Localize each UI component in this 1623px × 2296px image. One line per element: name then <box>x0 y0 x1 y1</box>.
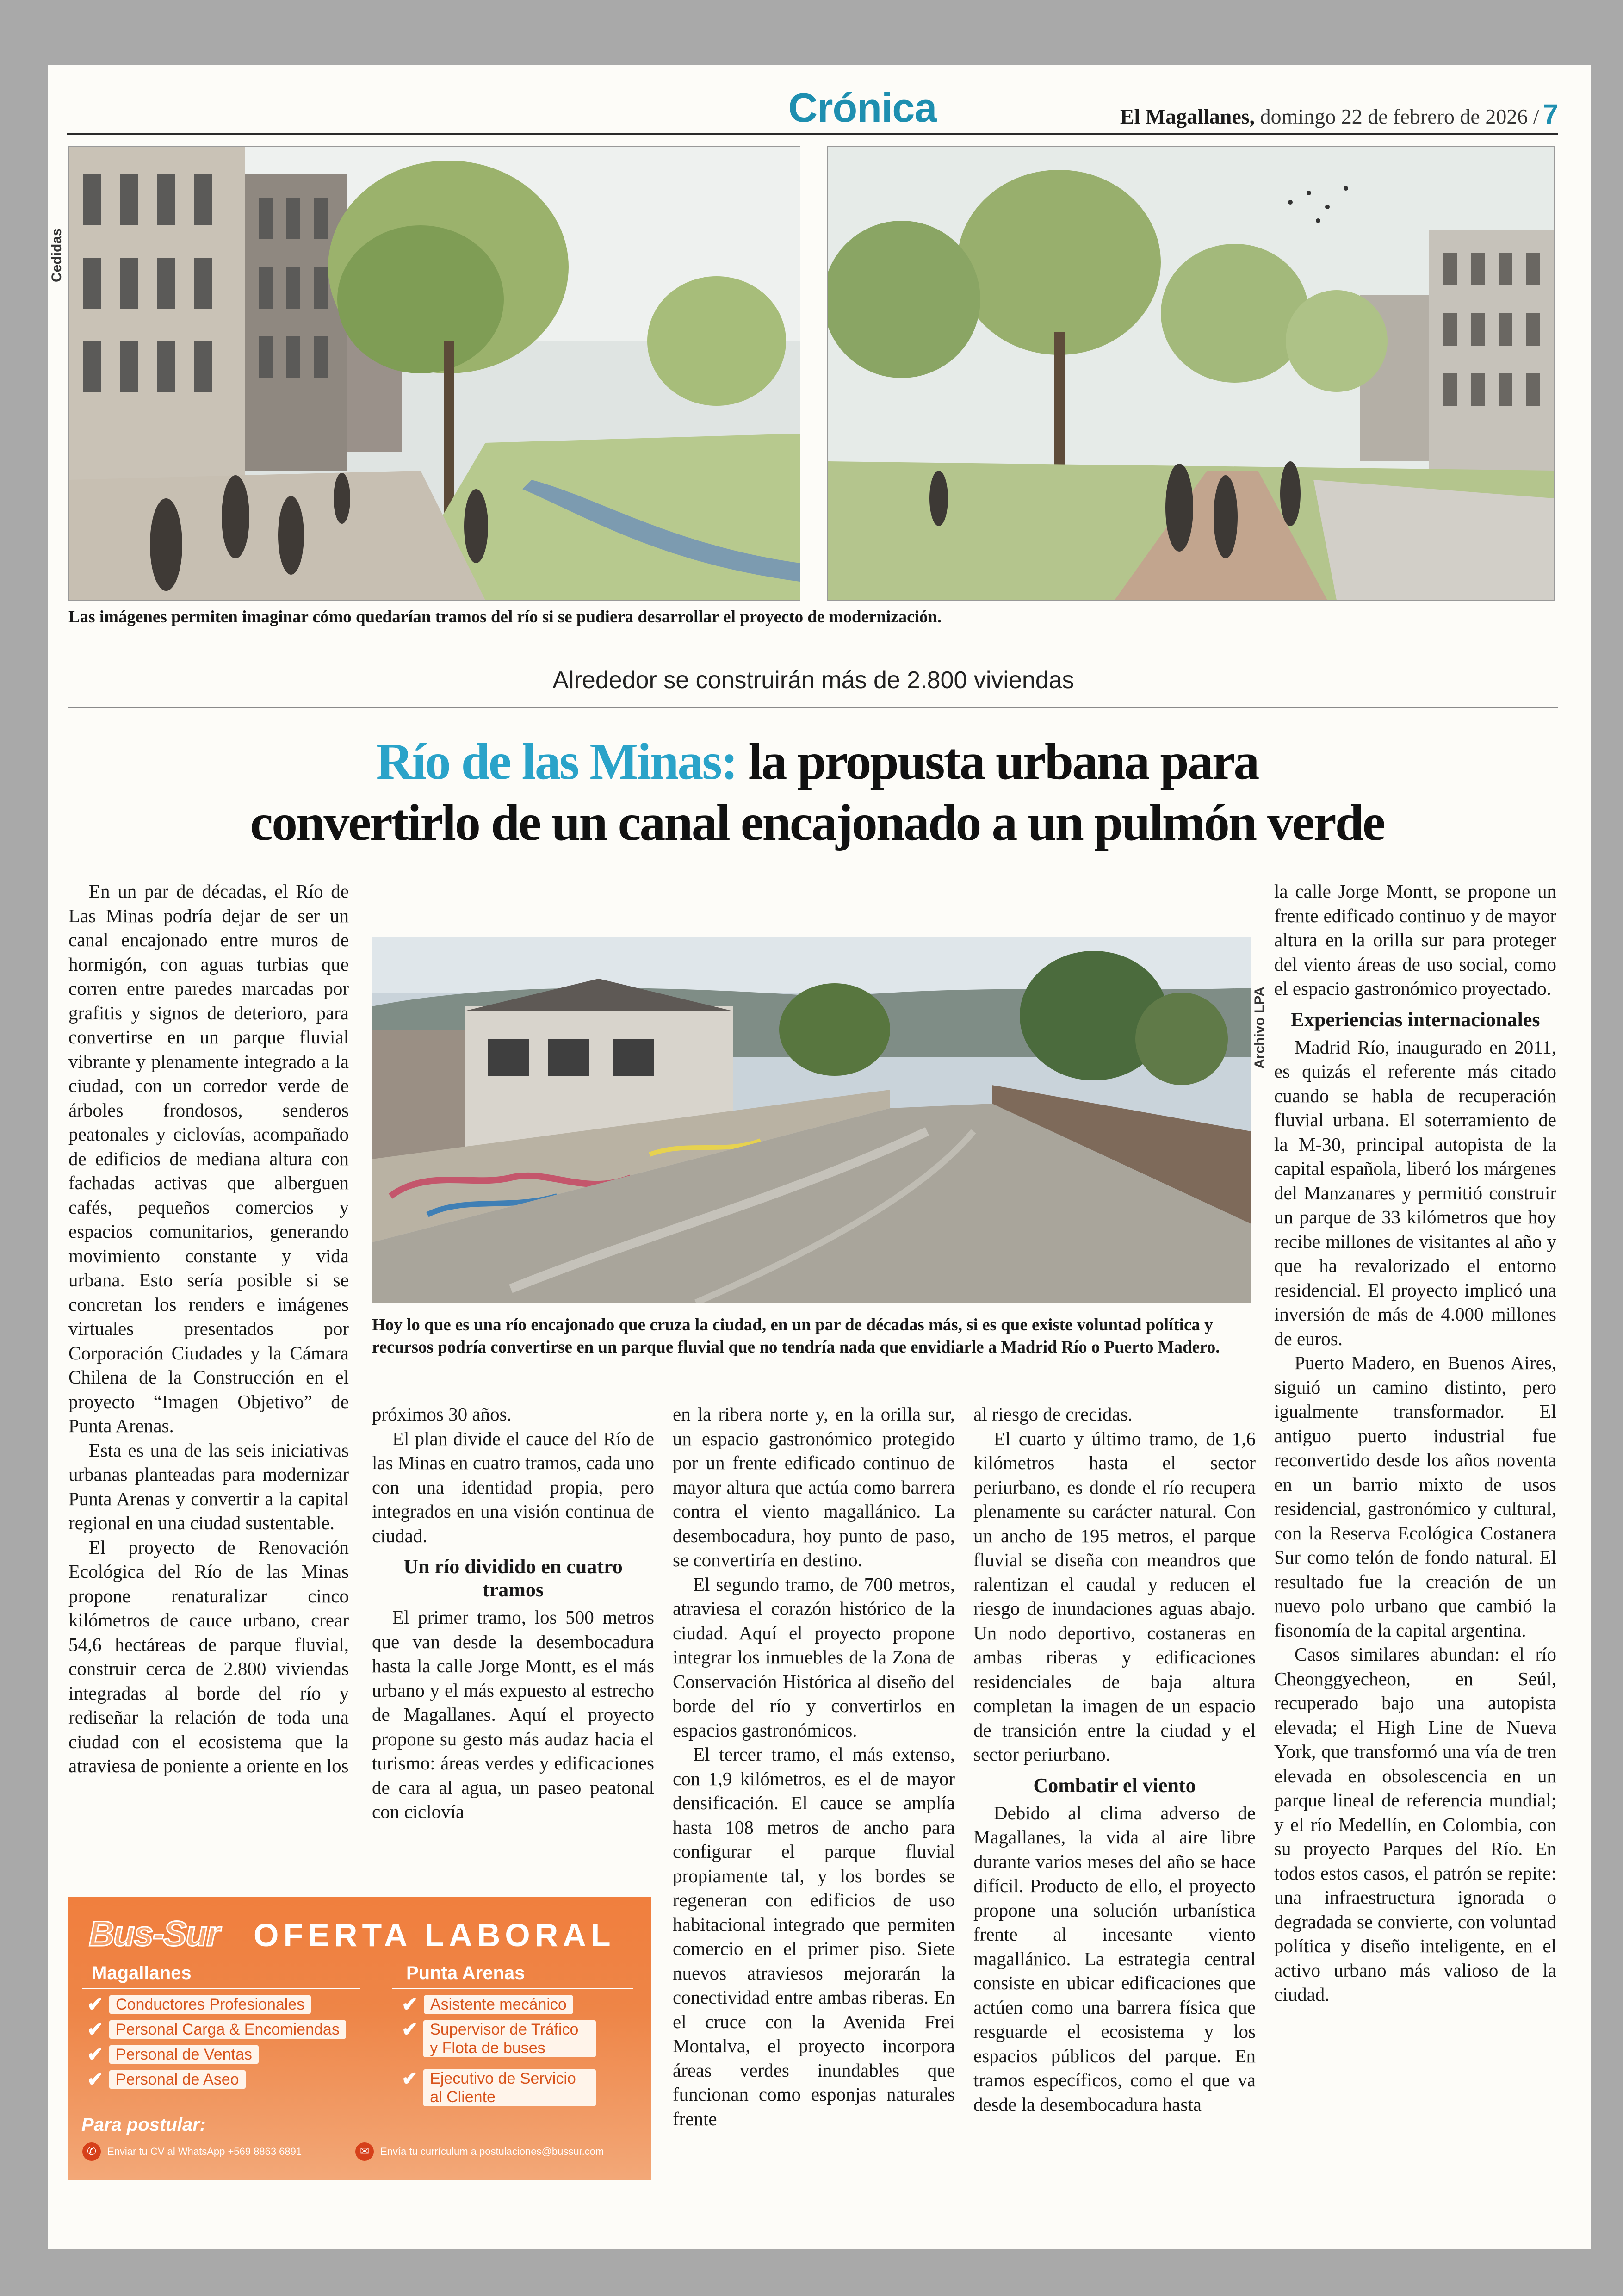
page-header-info <box>1120 98 1558 130</box>
paragraph: la calle Jorge Montt, se propone un frente edificado continuo y de mayor altura en la orilla sur para proteger del viento áreas de uso social, como el espacio gastronómico proyectado. <box>1274 881 1556 999</box>
check-icon: ✔ <box>87 1993 104 2015</box>
bus-sur-logo: Bus-Sur <box>89 1914 219 1954</box>
headline-line-2: convertirlo de un canal encajonado a un pulmón verde <box>250 794 1384 851</box>
check-icon: ✔ <box>402 2018 418 2040</box>
paragraph: El plan divide el cauce del Río de las Minas en cuatro tramos, cada uno con una identidad propia, pero integrados en una visión continua de ciudad. <box>372 1427 654 1546</box>
photo-credit-top: Cedidas <box>49 228 64 282</box>
paragraph: al riesgo de crecidas. <box>973 1403 1133 1425</box>
subheading-viento: Combatir el viento <box>1033 1774 1196 1797</box>
check-icon: ✔ <box>402 1993 418 2015</box>
subheading-internacionales: Experiencias internacionales <box>1290 1008 1540 1031</box>
ad-divider <box>392 1988 633 1989</box>
ad-job-item: ✔ Ejecutivo de Servicio al Cliente <box>402 2069 596 2106</box>
ad-contact-email-text: Envía tu currículum a postulaciones@bussur.com <box>380 2146 604 2157</box>
ad-job-item: ✔ Personal de Aseo <box>87 2070 246 2089</box>
email-icon: ✉ <box>355 2142 374 2161</box>
publication-date: domingo 22 de febrero de 2026 / <box>1255 105 1539 128</box>
ad-title: OFERTA LABORAL <box>254 1917 615 1953</box>
photo-credit-river: Archivo LPA <box>1252 987 1267 1069</box>
ad-region-magallanes: Magallanes <box>92 1963 192 1983</box>
kicker-rule <box>68 707 1558 708</box>
kicker: Alrededor se construirán más de 2.800 viviendas <box>552 667 1074 694</box>
newspaper-name: El Magallanes, <box>1120 105 1255 128</box>
ad-job-item: ✔ Personal de Ventas <box>87 2045 259 2064</box>
ad-job-item: ✔ Conductores Profesionales <box>87 1995 311 2014</box>
article-column-5 <box>1274 879 1556 2007</box>
headline-highlight: Río de las Minas: <box>376 733 737 790</box>
render-image-right <box>827 146 1555 601</box>
whatsapp-icon: ✆ <box>82 2142 101 2161</box>
paragraph: Puerto Madero, en Buenos Aires, siguió un camino distinto, pero igualmente transformador. El antiguo puerto industrial fue reconvertido desde los años noventa en un barrio mixto de usos residencial, gastronómico y cultural, con la Reserva Ecológica Costanera Sur como telón de fondo natural. El resultado fue la creación de un nuevo polo urbano que cambió la fisonomía de la capital argentina. <box>1274 1352 1556 1641</box>
paragraph: El primer tramo, los 500 metros que van desde la desembocadura hasta la calle Jorge Montt, es el más urbano y el más expuesto al estrecho de Magallanes. Aquí el proyecto propone su gesto más audaz hacia el turismo: áreas verdes y edificaciones de cara al agua, un paseo peatonal con ciclovía <box>372 1607 654 1822</box>
paragraph: En un par de décadas, el Río de Las Minas podría dejar de ser un canal encajonado entre muros de hormigón, con aguas turbias que corren entre paredes marcadas por grafitis y signos de deterioro, para convertirse en un parque fluvial vibrante y plenamente integrado a la ciudad, con un corredor verde de árboles frondosos, senderos peatonales y ciclovías, acompañado de edificios de mediana altura con fachadas activas que alberguen cafés, pequeños comercios y espacios comunitarios, generando movimiento constante y vida urbana. Esto sería posible si se concretan los renders e imágenes virtuales presentados por Corporación Ciudades y la Cámara Chilena de la Construcción en el proyecto “Imagen Objetivo” de Punta Arenas. <box>68 881 349 1436</box>
render-image-left <box>68 146 800 601</box>
ad-region-punta-arenas: Punta Arenas <box>406 1963 525 1983</box>
subheading-tramos: Un río dividido en cuatro tramos <box>403 1555 623 1601</box>
article-column-3 <box>673 1402 955 2131</box>
check-icon: ✔ <box>87 2068 104 2090</box>
ad-job-item: ✔ Personal Carga & Encomiendas <box>87 2020 346 2039</box>
paragraph: El cuarto y último tramo, de 1,6 kilómetros hasta el sector periurbano, es donde el río recupera plenamente su carácter natural. Con un ancho de 195 metros, el parque fluvial se diseña con meandros que ralentizan el caudal y reducen el riesgo de inundaciones aguas abajo. Un nodo deportivo, costaneras en ambas riberas y edificaciones residenciales de baja altura completan la imagen de un espacio de transición entre la ciudad y el sector periurbano. <box>973 1427 1256 1765</box>
paragraph: próximos 30 años. <box>372 1403 512 1425</box>
section-title: Crónica <box>788 85 937 130</box>
article-column-4 <box>973 1402 1256 2116</box>
paragraph: El segundo tramo, de 700 metros, atraviesa el corazón histórico de la ciudad. Aquí el proyecto propone integrar los inmuebles de la Zona de Conservación Histórica al diseño del borde del río y convertirlos en espacios gastronómicos. <box>673 1573 955 1741</box>
paragraph: El tercer tramo, el más extenso, con 1,9 kilómetros, es el de mayor densificación. El cauce se amplía hasta 108 metros de ancho para configurar el parque fluvial propiamente tal, y los bordes se regeneran con edificios de uso habitacional integrado que permiten comercio en el primer piso. Siete nuevos atraviesos mejorarán la conectividad entre ambas riberas. En el cruce con la Avenida Frei Montalva, el proyecto incorpora áreas verdes inundables que funcionan como esponjas naturales frente <box>673 1744 955 2129</box>
headline-line-1-rest: la propusta urbana para <box>737 733 1258 790</box>
ad-job-item: ✔ Asistente mecánico <box>402 1995 573 2014</box>
check-icon: ✔ <box>87 2043 104 2065</box>
river-photo-caption: Hoy lo que es una río encajonado que cruza la ciudad, en un par de décadas más, si es que existe voluntad política y recursos podría convertirse en un parque fluvial que no tendría nada que envidiarle a Madrid Río o Puerto Madero. <box>372 1316 1220 1357</box>
ad-job-item: ✔ Supervisor de Tráfico y Flota de buses <box>402 2020 596 2057</box>
paragraph: Esta es una de las seis iniciativas urbanas planteadas para modernizar Punta Arenas y convertir a la capital regional en una ciudad sustentable. <box>68 1439 349 1533</box>
article-column-1 <box>68 879 349 1778</box>
job-ad <box>68 1897 651 2180</box>
check-icon: ✔ <box>402 2067 418 2089</box>
headline-line-1 <box>76 731 1558 792</box>
ad-contact-whatsapp-text: Enviar tu CV al WhatsApp +569 8863 6891 <box>107 2146 302 2157</box>
article-column-2 <box>372 1402 654 1824</box>
top-images-caption: Las imágenes permiten imaginar cómo quedarían tramos del río si se pudiera desarrollar el proyecto de modernización. <box>68 608 942 627</box>
paragraph: Casos similares abundan: el río Cheonggyecheon, en Seúl, recuperado bajo una autopista elevada; el High Line de Nueva York, que transformó una vía de tren elevada en obsolescencia en un parque lineal de referencia mundial; y el río Medellín, en Colombia, con su proyecto Parques del Río. En todos estos casos, el patrón se repite: una infraestructura ignorada o degradada se convierte, con voluntad política y diseño inteligente, en el activo urbano más valioso de la ciudad. <box>1274 1644 1556 2005</box>
paragraph: El proyecto de Renovación Ecológica del Río de las Minas propone renaturalizar cinco kilómetros de cauce urbano, crear 54,6 hectáreas de parque fluvial, construir cerca de 2.800 viviendas integradas al borde del río y rediseñar la relación de toda una ciudad con el ecosistema que la atraviesa de poniente a oriente en los <box>68 1536 349 1776</box>
ad-contact-whatsapp <box>82 2142 302 2161</box>
paragraph: Madrid Río, inaugurado en 2011, es quizás el referente más citado cuando se habla de recuperación fluvial urbana. El soterramiento de la M-30, principal autopista de la capital española, liberó los márgenes del Manzanares y permitió construir un parque de 33 kilómetros que hoy recibe millones de visitantes al año y que ha revalorizado el entorno residencial. El proyecto implicó una inversión de más de 4.000 millones de euros. <box>1274 1036 1556 1349</box>
paragraph: Debido al clima adverso de Magallanes, la vida al aire libre durante varios meses del año se hace difícil. Producto de ello, el proyecto propone una solución urbanística frente al incesante viento magallánico. La estrategia central consiste en ubicar edificaciones que actúen como una barrera física que resguarde el ecosistema y los espacios públicos del parque. En tramos específicos, como el que va desde la desembocadura hasta <box>973 1802 1256 2115</box>
newspaper-page <box>48 65 1591 2249</box>
header-rule <box>67 133 1558 135</box>
ad-contact-email <box>355 2142 604 2161</box>
check-icon: ✔ <box>87 2018 104 2040</box>
ad-apply-label: Para postular: <box>81 2115 206 2135</box>
page-number: 7 <box>1542 99 1558 130</box>
ad-divider <box>82 1988 360 1989</box>
river-photo <box>372 937 1251 1303</box>
paragraph: en la ribera norte y, en la orilla sur, un espacio gastronómico protegido por un frente edificado continuo de mayor altura que actúa como barrera contra el viento magallánico. La desembocadura, hoy punto de paso, se convertiría en destino. <box>673 1403 955 1570</box>
headline <box>76 731 1558 853</box>
